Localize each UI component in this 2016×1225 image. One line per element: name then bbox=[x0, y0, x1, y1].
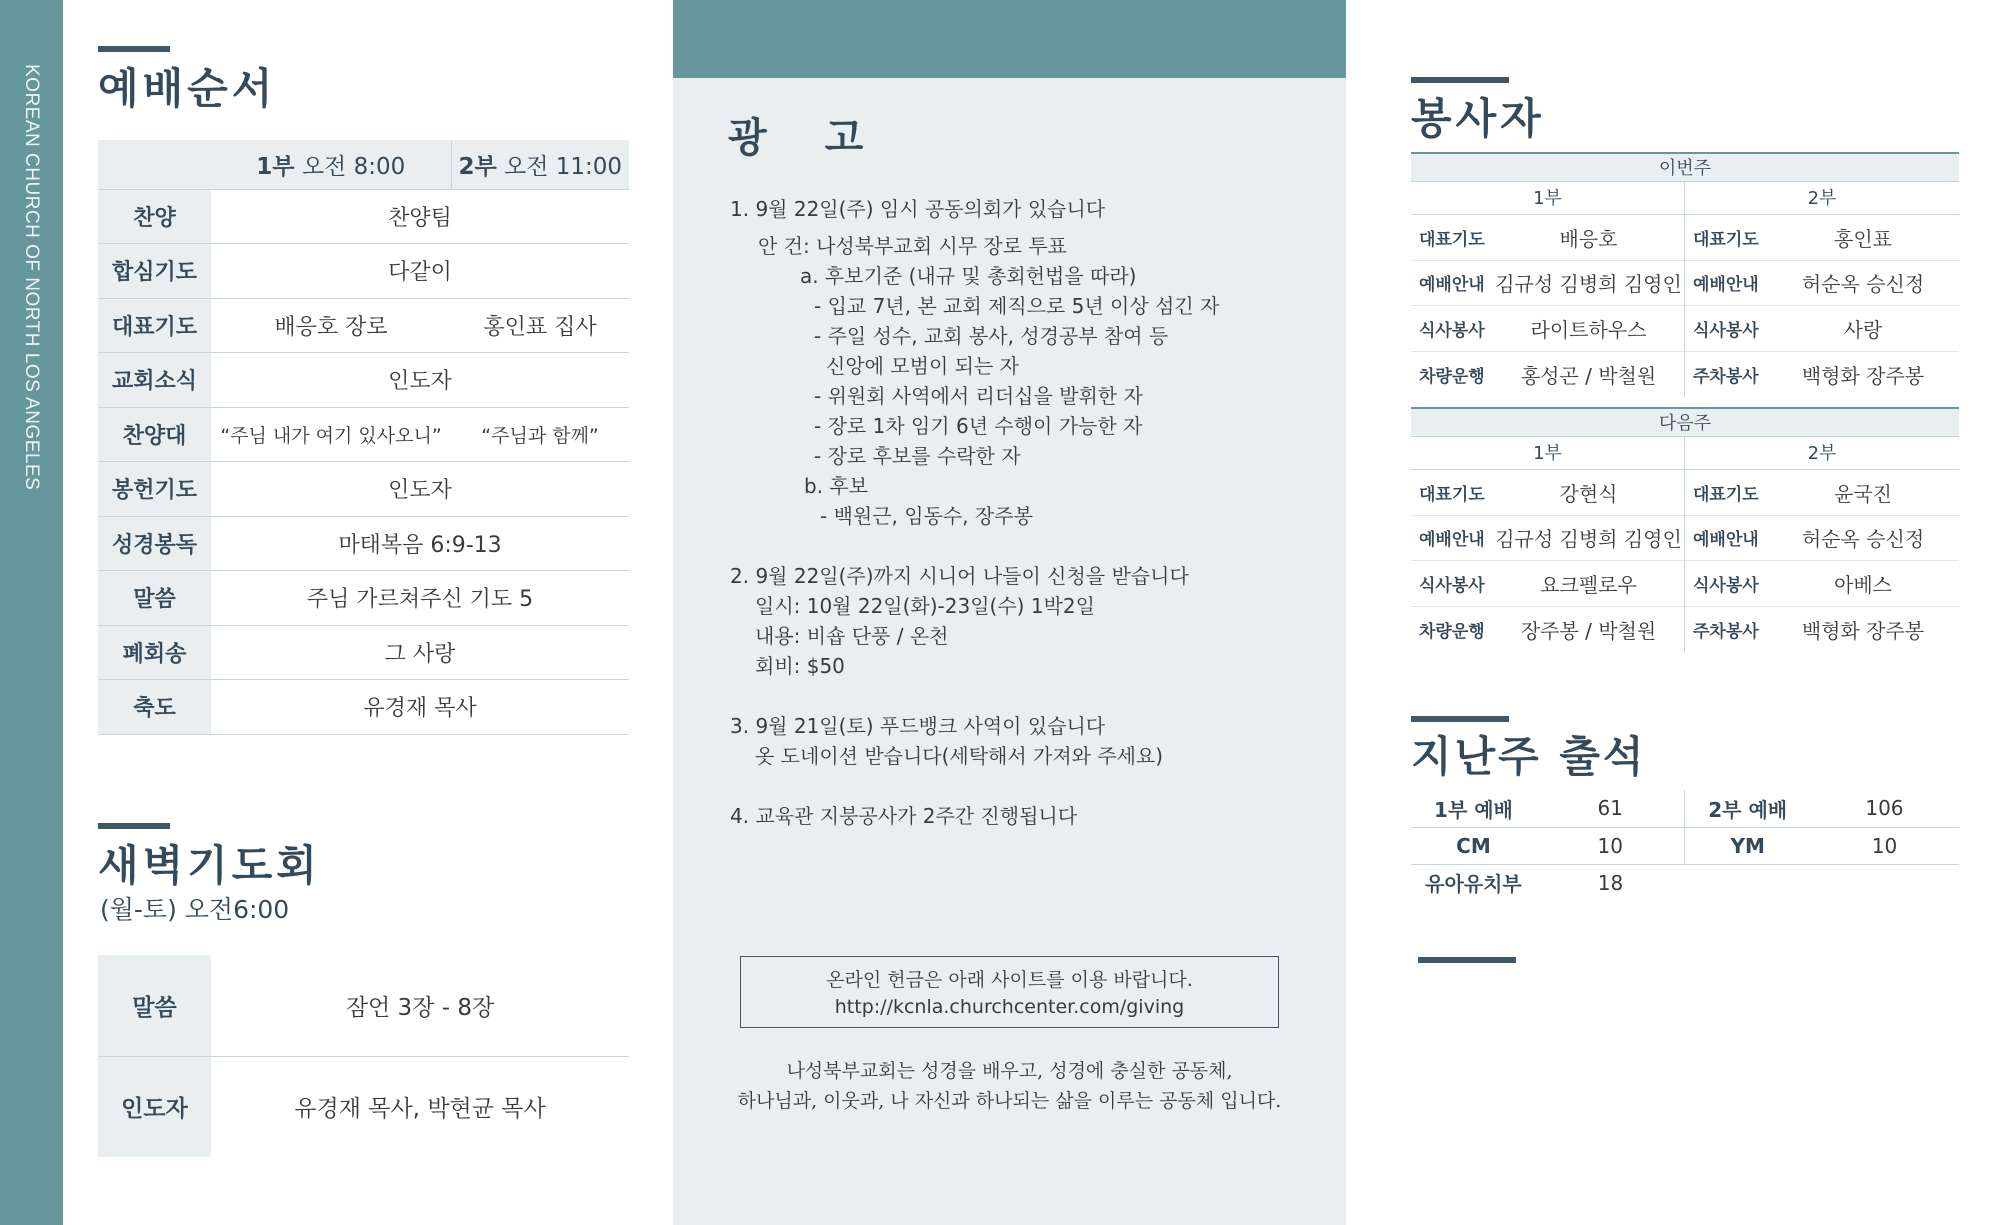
table-row: 차량운행 홍성곤 / 박철원 bbox=[1419, 363, 1657, 388]
giving-text: 온라인 헌금은 아래 사이트를 이용 바랍니다. bbox=[826, 969, 1193, 991]
ad-line: - 입교 7년, 본 교회 제직으로 5년 이상 섬긴 자 bbox=[814, 294, 1220, 318]
table-row: 예배안내 김규성 김병희 김영인 bbox=[1411, 516, 1684, 562]
order-accent-bar bbox=[98, 46, 170, 52]
ad-line: b. 후보 bbox=[804, 474, 869, 498]
table-row: 폐회송 그 사랑 bbox=[98, 625, 629, 680]
table-row: 식사봉사 라이트하우스 bbox=[1411, 306, 1684, 352]
service-1-header: 1부 오전 8:00 bbox=[211, 140, 451, 189]
attendance-title: 지난주 출석 bbox=[1411, 732, 1647, 781]
ad-line: 2. 9월 22일(주)까지 시니어 나들이 신청을 받습니다 bbox=[730, 564, 1189, 588]
giving-url[interactable]: http://kcnla.churchcenter.com/giving bbox=[834, 996, 1185, 1018]
table-row: 차량운행 장주봉 / 박철원 bbox=[1419, 618, 1657, 643]
this-week-header: 이번주 bbox=[1411, 152, 1959, 182]
volunteers-accent-bar bbox=[1411, 77, 1509, 83]
table-row: 축도 유경재 목사 bbox=[98, 680, 629, 735]
next-week-service-2: 2부 대표기도 윤국진 예배안내 허순옥 승신정 식사봉사 아베스 주차봉사 백형화 장주봉 bbox=[1685, 437, 1959, 652]
table-row: 주차봉사 백형화 장주봉 bbox=[1693, 618, 1925, 643]
church-name-vertical: KOREAN CHURCH OF NORTH LOS ANGELES bbox=[21, 64, 42, 491]
ad-line: 옷 도네이션 받습니다(세탁해서 가져와 주세요) bbox=[755, 744, 1164, 768]
this-week-service-2: 2부 대표기도 홍인표 예배안내 허순옥 승신정 식사봉사 사랑 주차봉사 백형화 장주봉 bbox=[1685, 182, 1959, 397]
table-row: 인도자 유경재 목사, 박현균 목사 bbox=[98, 1056, 629, 1157]
ad-line: 안 건: 나성북부교회 시무 장로 투표 bbox=[758, 234, 1068, 258]
table-row: 예배안내 허순옥 승신정 bbox=[1685, 516, 1959, 562]
dawn-table bbox=[98, 955, 629, 1157]
this-week-service-1: 1부 대표기도 배응호 예배안내 김규성 김병희 김영인 식사봉사 라이트하우스 차량운행 홍성곤 / 박철원 bbox=[1411, 182, 1685, 397]
order-header-row bbox=[98, 140, 629, 189]
volunteers-title: 봉사자 bbox=[1411, 94, 1545, 143]
table-row: 유아유치부 18 bbox=[1425, 870, 1624, 897]
table-row: 식사봉사 사랑 bbox=[1685, 306, 1959, 352]
table-row: 대표기도 윤국진 bbox=[1685, 470, 1959, 516]
announcements-top-band bbox=[673, 0, 1346, 78]
dawn-accent-bar bbox=[98, 823, 170, 829]
table-row: 식사봉사 요크펠로우 bbox=[1411, 561, 1684, 607]
table-row: CM 10 YM 10 bbox=[1411, 827, 1959, 864]
table-row: 봉헌기도 인도자 bbox=[98, 462, 629, 517]
table-row: 식사봉사 아베스 bbox=[1685, 561, 1959, 607]
table-row: 주차봉사 백형화 장주봉 bbox=[1693, 363, 1925, 388]
ad-line: 내용: 비숍 단풍 / 온천 bbox=[755, 624, 949, 648]
ad-line: 1. 9월 22일(주) 임시 공동의회가 있습니다 bbox=[730, 197, 1106, 221]
table-row: 성경봉독 마태복음 6:9-13 bbox=[98, 516, 629, 571]
ad-line: - 주일 성수, 교회 봉사, 성경공부 참여 등 bbox=[814, 324, 1169, 348]
online-giving-box bbox=[740, 956, 1279, 1028]
ad-line: - 백원근, 임동수, 장주봉 bbox=[820, 504, 1033, 528]
table-row: 찬양대 “주님 내가 여기 있사오니” “주님과 함께” bbox=[98, 407, 629, 462]
table-row: 합심기도 다같이 bbox=[98, 244, 629, 299]
dawn-title: 새벽기도회 bbox=[98, 841, 321, 890]
table-row: 말씀 잠언 3장 - 8장 bbox=[98, 955, 629, 1056]
table-row: 예배안내 허순옥 승신정 bbox=[1685, 261, 1959, 307]
ad-line: 신앙에 모범이 되는 자 bbox=[826, 354, 1019, 378]
ad-line: 3. 9월 21일(토) 푸드뱅크 사역이 있습니다 bbox=[730, 714, 1106, 738]
table-row: 교회소식 인도자 bbox=[98, 353, 629, 408]
table-row: 찬양 찬양팀 bbox=[98, 189, 629, 244]
announcements-title: 광 고 bbox=[728, 114, 886, 161]
ad-line: - 장로 후보를 수락한 자 bbox=[814, 444, 1021, 468]
ad-line: - 위원회 사역에서 리더십을 발휘한 자 bbox=[814, 384, 1143, 408]
ad-line: a. 후보기준 (내규 및 총회헌법을 따라) bbox=[800, 264, 1137, 288]
table-row: 1부 예배 61 2부 예배 106 bbox=[1411, 790, 1959, 827]
table-row: 대표기도 강현식 bbox=[1411, 470, 1684, 516]
dawn-schedule: (월-토) 오전6:00 bbox=[100, 895, 290, 924]
service-2-header: 2부 오전 11:00 bbox=[451, 140, 629, 189]
volunteers-table bbox=[1411, 152, 1959, 652]
attendance-table bbox=[1411, 790, 1959, 901]
side-strip bbox=[0, 0, 63, 1225]
table-row: 대표기도 배응호 장로 홍인표 집사 bbox=[98, 298, 629, 353]
ad-line: 회비: $50 bbox=[755, 654, 845, 678]
ad-line: 4. 교육관 지붕공사가 2주간 진행됩니다 bbox=[730, 804, 1078, 828]
ad-line: 일시: 10월 22일(화)-23일(수) 1박2일 bbox=[755, 594, 1095, 618]
table-row: 대표기도 홍인표 bbox=[1685, 215, 1959, 261]
bottom-accent-bar bbox=[1418, 957, 1516, 963]
ad-line: - 장로 1차 임기 6년 수행이 가능한 자 bbox=[814, 414, 1143, 438]
next-week-service-1: 1부 대표기도 강현식 예배안내 김규성 김병희 김영인 식사봉사 요크펠로우 차량운행 장주봉 / 박철원 bbox=[1411, 437, 1685, 652]
table-row: 말씀 주님 가르쳐주신 기도 5 bbox=[98, 571, 629, 626]
table-row: 예배안내 김규성 김병희 김영인 bbox=[1411, 261, 1684, 307]
order-table bbox=[98, 140, 629, 735]
next-week-header: 다음주 bbox=[1411, 407, 1959, 437]
attendance-accent-bar bbox=[1411, 716, 1509, 722]
order-title: 예배순서 bbox=[98, 64, 277, 113]
table-row: 대표기도 배응호 bbox=[1411, 215, 1684, 261]
church-motto: 나성북부교회는 성경을 배우고, 성경에 충실한 공동체, 하나님과, 이웃과, 나 자신과 하나되는 삶을 이루는 공동체 입니다. bbox=[737, 1060, 1282, 1112]
